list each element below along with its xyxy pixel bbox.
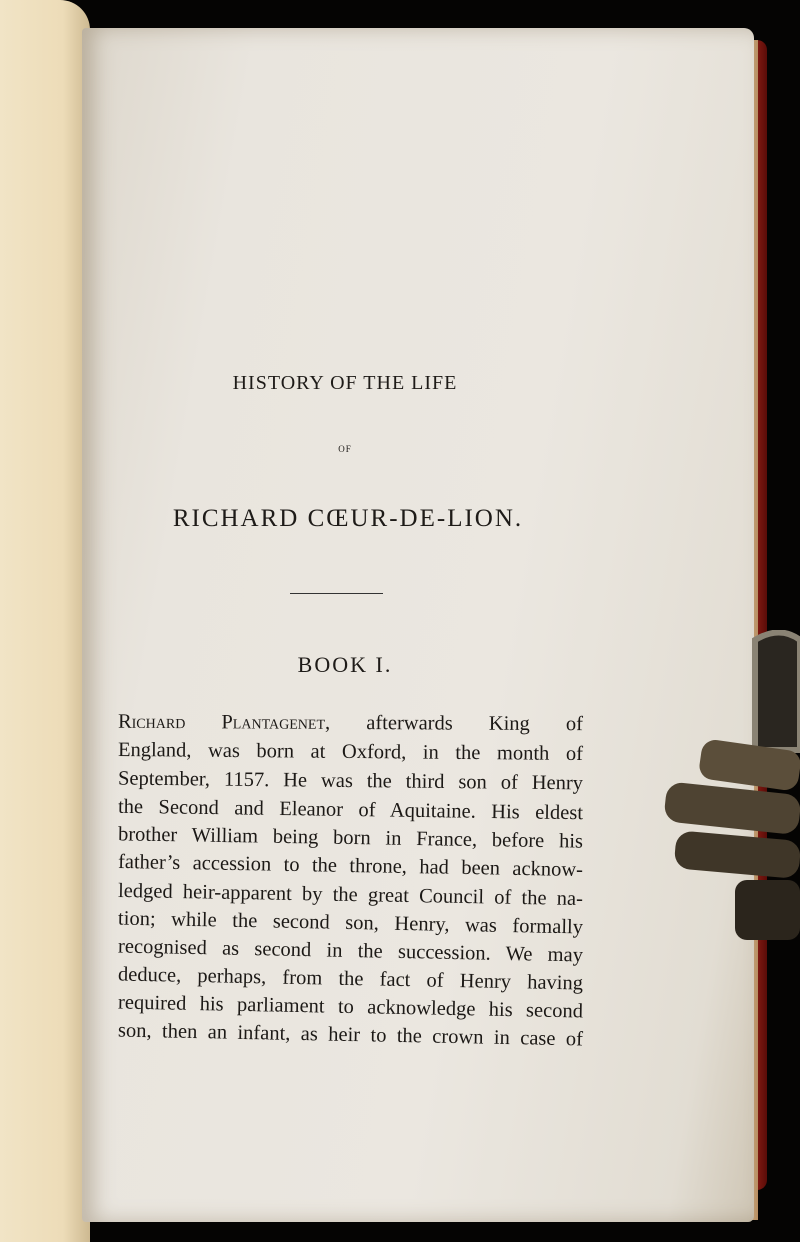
title-line-2: RICHARD CŒUR-DE-LION. [172, 505, 524, 532]
body-line: son, then an infant, as heir to the crown in case of [117, 1019, 584, 1051]
section-heading: BOOK I. [297, 652, 393, 677]
body-line: recognised as second in the succession. We may [117, 935, 584, 967]
body-line: tion; while the second son, Henry, was formally [117, 907, 584, 939]
body-line: brother William being born in France, before his [117, 823, 584, 853]
lead-word: Richard [117, 710, 186, 734]
metal-page-clip [660, 630, 800, 950]
body-line: England, was born at Oxford, in the month of [117, 738, 584, 766]
body-line: father’s accession to the throne, had been acknow- [117, 850, 584, 882]
body-line: the Second and Eleanor of Aquitaine. His eldest [117, 795, 584, 825]
title-line-1: HISTORY OF THE LIFE [232, 372, 458, 394]
left-page [0, 0, 90, 1242]
title-of: OF [338, 444, 352, 454]
body-line [118, 711, 583, 736]
title-rule [290, 593, 383, 594]
body-line: required his parliament to acknowledge his second [117, 991, 584, 1023]
body-text: afterwards King of [366, 712, 584, 736]
lead-word: Plantagenet, [221, 711, 331, 734]
body-line: deduce, perhaps, from the fact of Henry having [117, 963, 584, 995]
body-line: September, 1157. He was the third son of Henry [117, 767, 584, 795]
body-line: ledged heir-apparent by the great Council of the na- [117, 879, 584, 911]
